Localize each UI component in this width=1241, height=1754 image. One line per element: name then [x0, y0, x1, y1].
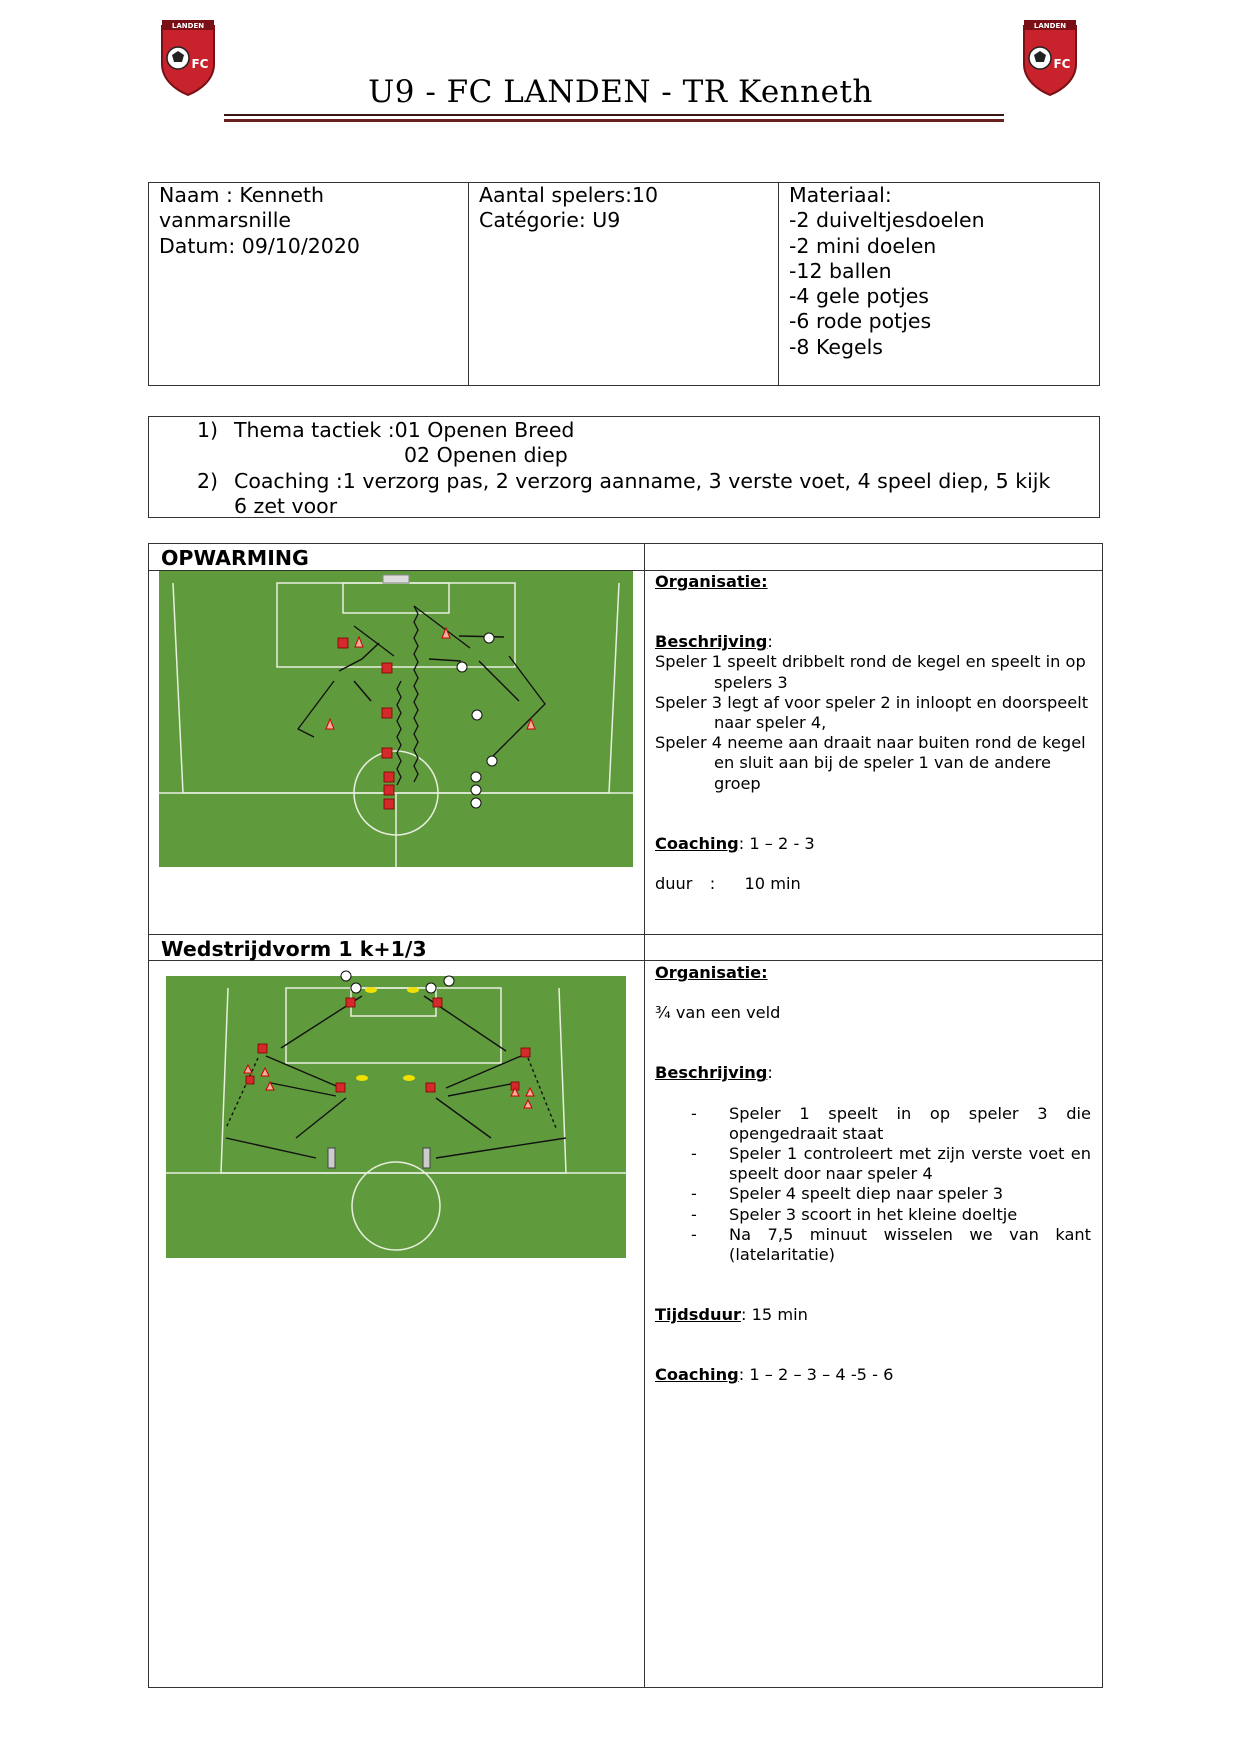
theme-line: Thema tactiek :01 Openen Breed [234, 418, 575, 442]
theme-box [148, 416, 1100, 518]
match-pitch-diagram [166, 968, 626, 1258]
document-title: U9 - FC LANDEN - TR Kenneth [368, 74, 873, 110]
beschrijving-label: Beschrijving [655, 632, 768, 652]
tijdsduur-label: Tijdsduur [655, 1305, 741, 1325]
material-item: -2 duiveltjesdoelen [789, 208, 985, 233]
logo-letters: FC [191, 57, 209, 71]
info-players-cell [469, 183, 779, 385]
list-item: - Speler 1 speelt in op speler 3 die opengedraait staat [691, 1103, 1091, 1143]
training-date: Datum: 09/10/2020 [159, 233, 360, 258]
material-item: -8 Kegels [789, 334, 883, 359]
info-trainer-cell [149, 183, 469, 385]
logo-top-text: LANDEN [171, 22, 205, 30]
warmup-line: Speler 3 legt af voor speler 2 in inloopt en doorspeelt naar speler 4, [655, 692, 1089, 733]
logo-letters: FC [1053, 57, 1071, 71]
coaching-value: : 1 – 2 - 3 [738, 833, 815, 853]
category: Catégorie: U9 [479, 208, 621, 233]
warmup-description: Organisatie: Beschrijving: Speler 1 speelt dribbelt rond de kegel en speelt in op spelers 3 Speler 3 legt af voor speler 2 in inloopt en doorspeelt naar speler 4, Speler 4 neeme aan draait naar buiten rond de kegel en sluit aan bij de speler 1 van de andere groep Coaching: 1 – 2 - 3 duur : 10 min [655, 572, 1091, 894]
theme-line-2: 02 Openen diep [404, 443, 568, 468]
match-title: Wedstrijdvorm 1 k+1/3 [161, 937, 427, 961]
warmup-title: OPWARMING [161, 546, 309, 570]
list-number: 2) [197, 468, 219, 493]
organisatie-value: ¾ van een veld [655, 1003, 781, 1023]
list-item: - Speler 1 controleert met zijn verste voet en speelt door naar speler 4 [691, 1144, 1091, 1184]
theme-item-1 [149, 418, 1099, 443]
coaching-label: Coaching [655, 1365, 739, 1385]
info-material-cell [779, 183, 1099, 385]
trainer-name-line2: vanmarsnille [159, 208, 292, 233]
tijdsduur-value: : 15 min [740, 1305, 808, 1325]
logo-top-text: LANDEN [1033, 22, 1067, 30]
warmup-line: Speler 4 neeme aan draait naar buiten rond de kegel en sluit aan bij de speler 1 van de andere groep [655, 733, 1086, 793]
coaching-value: : 1 – 2 – 3 – 4 -5 - 6 [738, 1365, 894, 1385]
match-steps [655, 1104, 1091, 1266]
warmup-pitch-diagram [159, 571, 633, 867]
pitch-grass [166, 976, 626, 1258]
column-divider [644, 544, 645, 1687]
exercise-table [148, 543, 1103, 1688]
trainer-name-line1: Naam : Kenneth [159, 183, 325, 207]
material-item: -6 rode potjes [789, 309, 932, 334]
material-item: -12 ballen [789, 258, 892, 283]
duur-value: 10 min [744, 874, 801, 894]
warmup-line: Speler 1 speelt dribbelt rond de kegel en speelt in op spelers 3 [655, 652, 1086, 692]
info-table [148, 182, 1100, 386]
row-divider [149, 934, 1102, 935]
list-number: 1) [197, 418, 219, 442]
material-item: -4 gele potjes [789, 284, 929, 309]
title-rule [224, 114, 1004, 122]
coaching-line: Coaching :1 verzorg pas, 2 verzorg aanname, 3 verste voet, 4 speel diep, 5 kijk [234, 468, 1051, 493]
list-item: - Na 7,5 minuut wisselen we van kant (latelaritatie) [691, 1224, 1091, 1265]
player-count: Aantal spelers:10 [479, 183, 659, 207]
beschrijving-label: Beschrijving [655, 1063, 768, 1083]
organisatie-label: Organisatie: [655, 572, 768, 591]
list-item: - Speler 3 scoort in het kleine doeltje [691, 1204, 1018, 1224]
goal-icon [383, 575, 409, 583]
organisatie-label: Organisatie: [655, 963, 768, 982]
coaching-line-2: 6 zet voor [234, 493, 338, 518]
list-item: - Speler 4 speelt diep naar speler 3 [691, 1184, 1004, 1204]
theme-item-2 [149, 469, 1099, 494]
coaching-label: Coaching [655, 833, 739, 853]
match-description: Organisatie: ¾ van een veld Beschrijving: - Speler 1 speelt in op speler 3 die opengedraait staat - Speler 1 controleert met zijn verste voet en speelt door naar speler 4 - Speler 4 speelt diep naar speler 3 - Speler 3 scoort in het kleine doeltje - Na 7,5 minuut wisselen we van kant (latelaritatie) Tijdsduur: 15 min Coaching: 1 – 2 – 3 – 4 -5 - 6 [655, 963, 1091, 1385]
material-item: -2 mini doelen [789, 233, 937, 258]
duur-label: duur [655, 874, 693, 894]
material-heading: Materiaal: [789, 183, 892, 207]
